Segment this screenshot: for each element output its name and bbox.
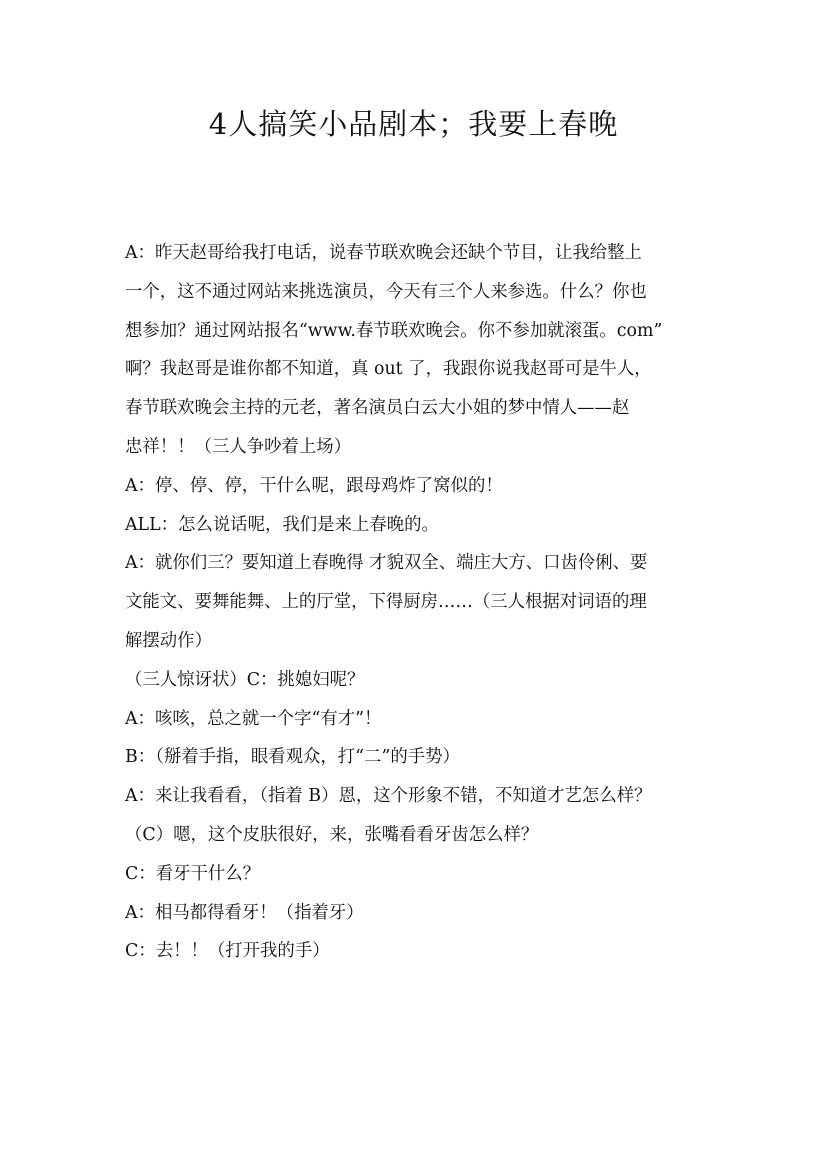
- paragraph-dialogue: [125, 700, 735, 739]
- paragraph-dialogue: [125, 777, 735, 855]
- document-body: [125, 234, 735, 971]
- text-line: 春节联欢晚会主持的元老，著名演员白云大小姐的梦中情人——赵: [125, 398, 630, 419]
- paragraph-dialogue: [125, 661, 735, 700]
- paragraph-dialogue: [125, 506, 735, 545]
- text-line: 忠祥！！（三人争吵着上场）: [125, 436, 352, 457]
- text-line: A：来让我看看，（指着 B）恩，这个形象不错，不知道才艺怎么样？: [125, 786, 652, 807]
- text-line: A：就你们三？要知道上春晚得 才貌双全、端庄大方、口齿伶俐、要: [125, 553, 648, 574]
- paragraph-dialogue: [125, 894, 735, 933]
- text-line: A：相马都得看牙！（指着牙）: [125, 902, 364, 923]
- text-line: 想参加？通过网站报名“www.春节联欢晚会。你不参加就滚蛋。com”: [125, 320, 663, 341]
- text-line: 文能文、要舞能舞、上的厅堂，下得厨房……（三人根据对词语的理: [125, 592, 647, 613]
- paragraph-dialogue: [125, 855, 735, 894]
- text-line: B：（掰着手指，眼看观众，打“二”的手势）: [125, 747, 460, 768]
- text-line: （三人惊讶状）C：挑媳妇呢？: [125, 669, 365, 690]
- paragraph-opening-monologue: [125, 234, 735, 467]
- text-line: 一个，这不通过网站来挑选演员，今天有三个人来参选。什么？你也: [125, 281, 647, 302]
- paragraph-dialogue: [125, 544, 735, 660]
- text-line: A：咳咳，总之就一个字“有才”！: [125, 708, 382, 729]
- paragraph-dialogue: [125, 932, 735, 971]
- text-line: （C）嗯，这个皮肤很好，来，张嘴看看牙齿怎么样？: [125, 824, 539, 845]
- paragraph-dialogue: [125, 738, 735, 777]
- text-line: A：昨天赵哥给我打电话，说春节联欢晚会还缺个节目，让我给整上: [125, 243, 642, 263]
- paragraph-dialogue: [125, 467, 735, 506]
- text-line: 解摆动作）: [125, 630, 212, 651]
- text-line: C：看牙干什么？: [125, 863, 261, 884]
- text-line: 啊？我赵哥是谁你都不知道，真 out 了，我跟你说我赵哥可是牛人，: [125, 359, 652, 380]
- text-line: C：去！！（打开我的手）: [125, 941, 330, 962]
- text-line: ALL：怎么说话呢，我们是来上春晚的。: [125, 514, 439, 535]
- text-line: A：停、停、停，干什么呢，跟母鸡炸了窝似的！: [125, 475, 503, 496]
- document-title: 4人搞笑小品剧本；我要上春晚: [208, 107, 619, 141]
